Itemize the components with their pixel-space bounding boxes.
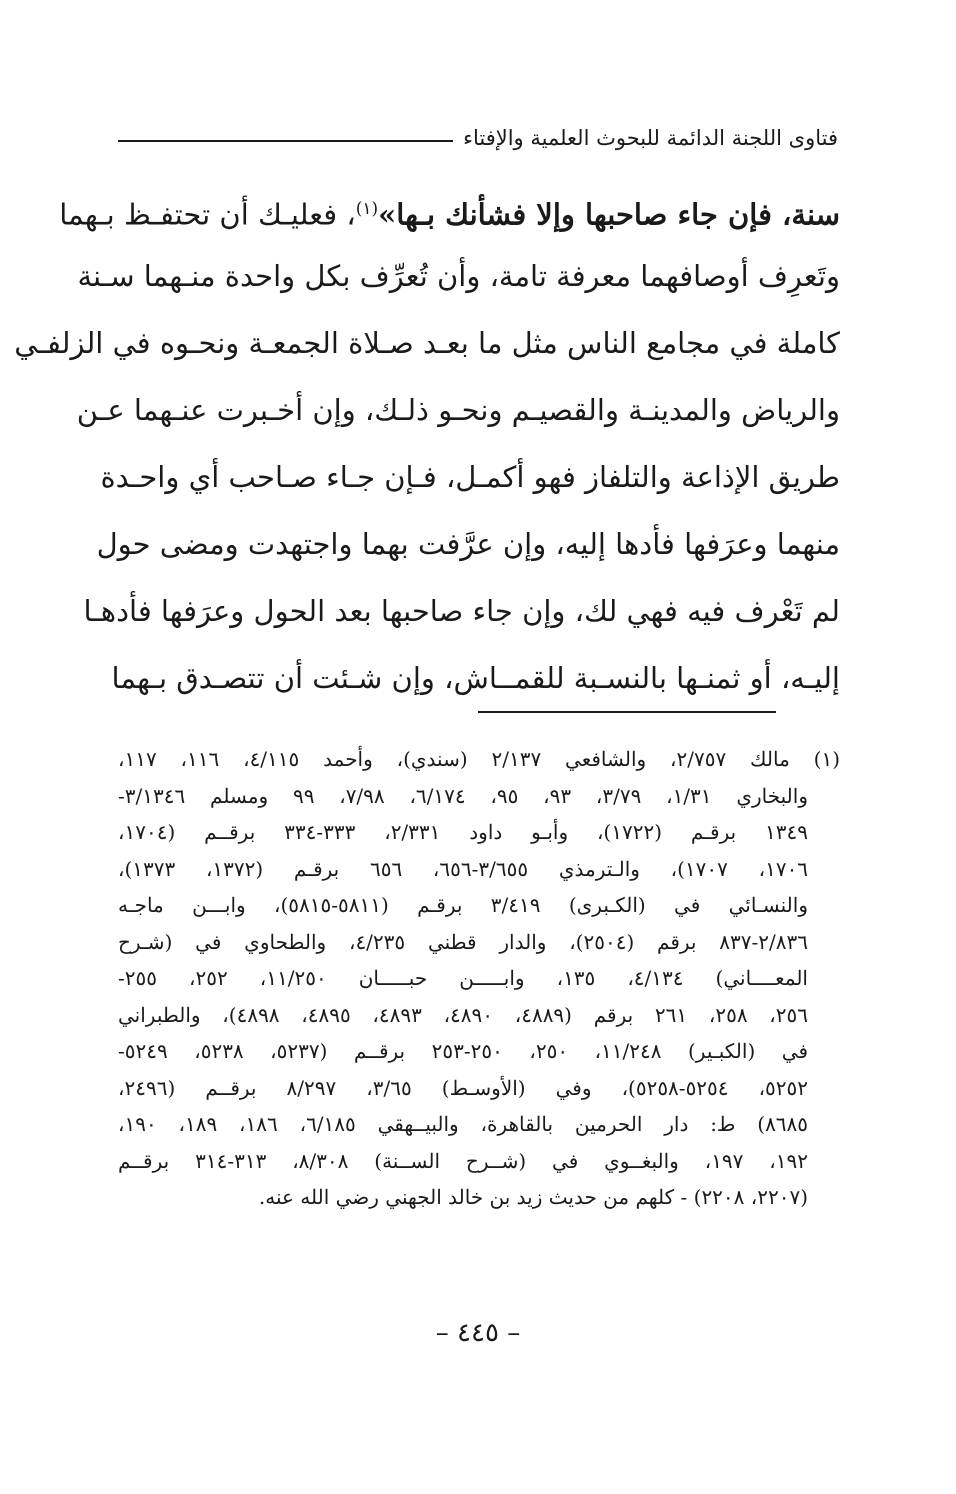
footnote-line: ٥٢٥٢، ٥٢٥٤-٥٢٥٨)، وفي (الأوسـط) ٣/٦٥، ٨/٢٩٧ برقــم (٢٤٩٦، bbox=[118, 1075, 808, 1100]
footnote-line: في (الكبـير) ١١/٢٤٨، ٢٥٠، ٢٥٠-٢٥٣ برقــم (٥٢٣٧، ٥٢٣٨، ٥٢٤٩- bbox=[118, 1039, 808, 1063]
footnote-line: (١) مالك ٢/٧٥٧، والشافعي ٢/١٣٧ (سندي)، وأحمد ٤/١١٥، ١١٦، ١١٧، bbox=[118, 747, 841, 771]
body-line: وتَعرِف أوصافهما معرفة تامة، وأن تُعرِّف بكل واحدة منـهما سـنة bbox=[77, 259, 840, 293]
footnote-line: ١٧٠٦، ١٧٠٧)، والـترمذي ٣/٦٥٥-٦٥٦، ٦٥٦ برقـم (١٣٧٢، ١٣٧٣)، bbox=[118, 856, 809, 881]
page-number: – ٤٤٥ – bbox=[435, 1318, 521, 1348]
body-line: طريق الإذاعة والتلفاز فهو أكمـل، فـإن جـاء صـاحب أي واحـدة bbox=[100, 460, 840, 494]
footnote-line: ١٩٢، ١٩٧، والبغــوي في (شــرح الســنة) ٨/٣٠٨، ٣١٣-٣١٤ برقــم bbox=[118, 1148, 808, 1173]
footnote-line: والبخاري ١/٣١، ٣/٧٩، ٩٣، ٩٥، ٦/١٧٤، ٧/٩٨، ٩٩ ومسلم ٣/١٣٤٦- bbox=[118, 783, 808, 808]
body-line: كاملة في مجامع الناس مثل ما بعـد صـلاة الجمعـة ونحـوه في الزلفـي bbox=[14, 326, 840, 360]
body-line: لم تَعْرف فيه فهي لك، وإن جاء صاحبها بعد الحول وعرَفها فأدهـا bbox=[83, 594, 840, 628]
running-header bbox=[118, 118, 838, 158]
footnote-separator bbox=[478, 711, 776, 713]
footnote-line: ٢/٨٣٦-٨٣٧ برقم (٢٥٠٤)، والدار قطني ٤/٢٣٥، والطحاوي في (شـرح bbox=[118, 929, 808, 954]
footnote-line: (٢٢٠٧، ٢٢٠٨) - كلهم من حديث زيد بن خالد الجهني رضي الله عنه. bbox=[258, 1185, 808, 1209]
header-rule bbox=[118, 140, 453, 142]
footnote-line: ٢٥٦، ٢٥٨، ٢٦١ برقم (٤٨٨٩، ٤٨٩٠، ٤٨٩٣، ٤٨٩٥، ٤٨٩٨)، والطبراني bbox=[118, 1002, 808, 1027]
footnotes bbox=[118, 741, 840, 1216]
quoted-hadith-text: سنة، فإن جاء صاحبها وإلا فشأنك بـها» bbox=[378, 197, 840, 232]
footnote-line: والنسـائي في (الكـبرى) ٣/٤١٩ برقـم (٥٨١١-٥٨١٥)، وابـــن ماجـه bbox=[118, 893, 808, 917]
body-line: إليـه، أو ثمنـها بالنسـبة للقمــاش، وإن شـئت أن تتصـدق بـهما bbox=[111, 661, 840, 695]
body-line: منهما وعرَفها فأدها إليه، وإن عرَّفت بهما واجتهدت ومضى حول bbox=[96, 527, 840, 561]
footnote-line: ٨٦٨٥) ط: دار الحرمين بالقاهرة، والبيــهقي ٦/١٨٥، ١٨٦، ١٨٩، ١٩٠، bbox=[118, 1112, 809, 1136]
body-text-continuation: ، فعليـك أن تحتفـظ بـهما bbox=[59, 197, 356, 232]
body-line bbox=[59, 176, 840, 243]
footnote-ref: (١) bbox=[355, 199, 379, 219]
body-line: والرياض والمدينـة والقصيـم ونحـو ذلـك، وإن أخـبرت عنـهما عـن bbox=[76, 393, 840, 427]
footnote-line: المعــــاني) ٤/١٣٤، ١٣٥، وابـــــن حبـــــان ١١/٢٥٠، ٢٥٢، ٢٥٥- bbox=[118, 966, 808, 990]
footnote-line: ١٣٤٩ برقـم (١٧٢٢)، وأبـو داود ٢/٣٣١، ٣٣٣-٣٣٤ برقــم (١٧٠٤، bbox=[118, 820, 808, 844]
main-text bbox=[14, 176, 840, 712]
header-title: فتاوى اللجنة الدائمة للبحوث العلمية والإفتاء bbox=[463, 126, 838, 150]
